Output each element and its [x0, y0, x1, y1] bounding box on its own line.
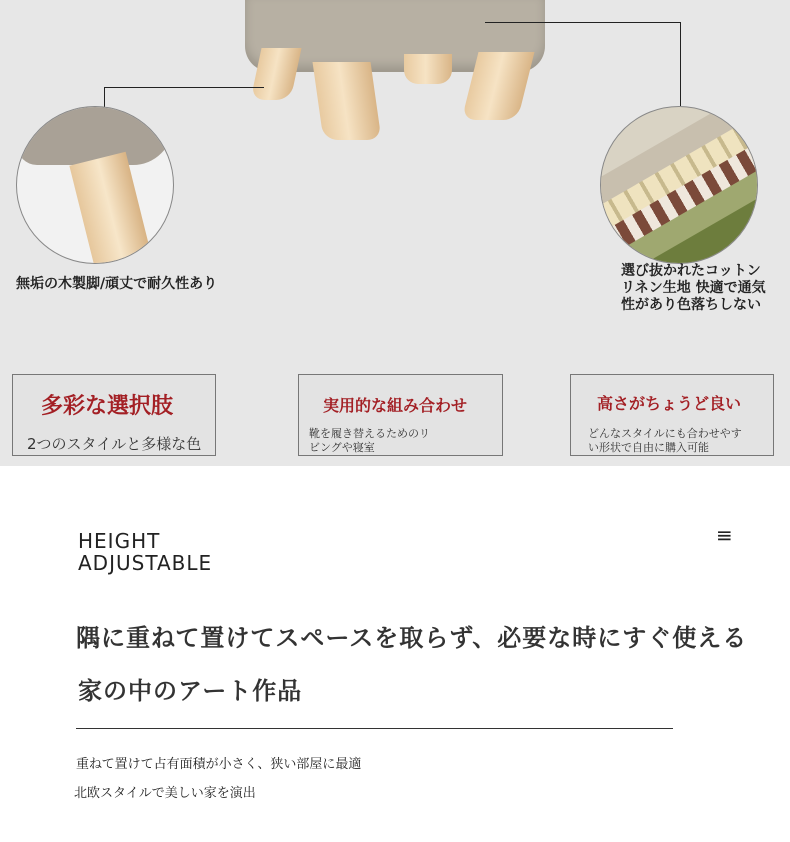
- fabric-swatches-closeup-image: [600, 106, 758, 264]
- divider: [76, 728, 673, 729]
- feature-title: 多彩な選択肢: [41, 394, 174, 419]
- stool-leg-image: [404, 54, 452, 84]
- feature-subtitle: 2つのスタイルと多様な色: [27, 435, 202, 453]
- feature-title: 実用的な組み合わせ: [323, 396, 468, 415]
- section-title: HEIGHT ADJUSTABLE: [78, 529, 213, 575]
- main-heading-line1: 隅に重ねて置けてスペースを取らず、必要な時にすぐ使える: [76, 624, 748, 652]
- feature-title: 高さがちょうど良い: [597, 394, 742, 413]
- main-heading-line2: 家の中のアート作品: [78, 677, 303, 705]
- hamburger-menu-icon[interactable]: ≡: [716, 523, 733, 547]
- description-line2: 北欧スタイルで美しい家を演出: [74, 786, 256, 801]
- callout-line-right-drop: [680, 22, 681, 106]
- callout-line-left-drop: [104, 87, 105, 107]
- feature-subtitle: 靴を履き替えるためのリ ビングや寝室: [309, 427, 430, 454]
- feature-card-combination: [298, 374, 503, 456]
- stool-leg-image: [313, 62, 382, 140]
- feature-card-height: [570, 374, 774, 456]
- wood-leg-closeup-image: [16, 106, 174, 264]
- description-line1: 重ねて置けて占有面積が小さく、狭い部屋に最適: [76, 757, 362, 772]
- wood-leg-caption: 無垢の木製脚/頑丈で耐久性あり: [16, 276, 218, 292]
- feature-subtitle: どんなスタイルにも合わせやす い形状で自由に購入可能: [588, 427, 742, 454]
- callout-line-left: [104, 87, 264, 88]
- fabric-caption: 選び抜かれたコットン リネン生地 快適で通気 性があり色落ちしない: [621, 263, 766, 313]
- feature-card-choice: [12, 374, 216, 456]
- callout-line-right: [485, 22, 681, 23]
